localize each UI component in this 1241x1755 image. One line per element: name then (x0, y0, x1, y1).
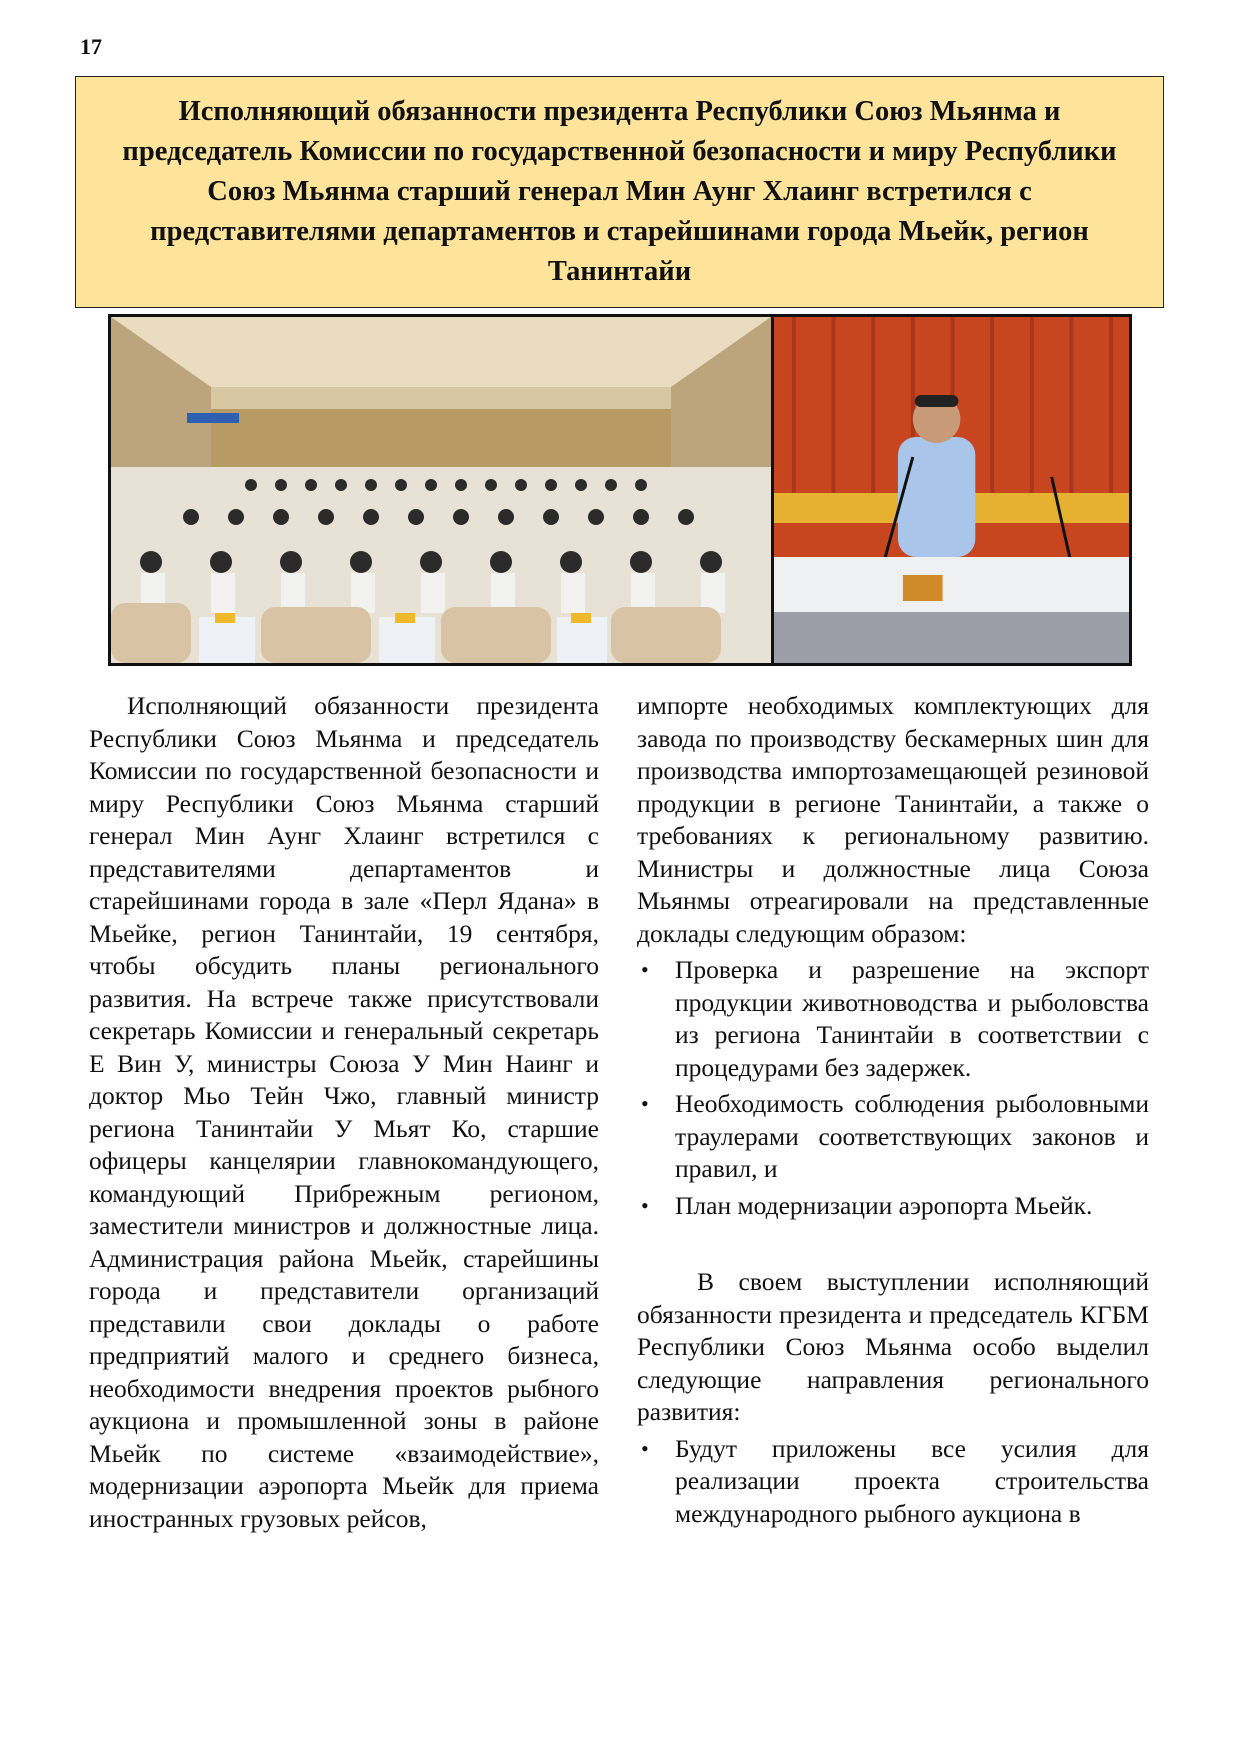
right-paragraph-1: импорте необходимых комплектующих для завода по производству бескамерных шин для производства импортозамещающей резиновой продукции в регионе Танинтайи, а также о требованиях к региональному развитию. Министры и должностные лица Союза Мьянмы отреагировали на представленные доклады следующим образом: (637, 691, 1149, 948)
speaker-at-podium-photo-icon (774, 317, 1129, 663)
left-paragraph: Исполняющий обязанности президента Республики Союз Мьянма и председатель Комиссии по государственной безопасности и миру Республики Союз Мьянма старший генерал Мин Аунг Хлаинг встретился с представителями департаментов и старейшинами города в зале «Перл Ядана» в Мьейке, регион Танинтайи, 19 сентября, чтобы обсудить планы регионального развития. На встрече также присутствовали секретарь Комиссии и генеральный секретарь Е Вин У, министры Союза У Мин Наинг и доктор Мьо Тейн Чжо, главный министр региона Танинтайи У Мьят Ко, старшие офицеры канцелярии главнокомандующего, командующий Прибрежным регионом, заместители министров и должностные лица. Администрация района Мьейк, старейшины города и представители организаций представили свои доклады о работе предприятий малого и среднего бизнеса, необходимости внедрения проектов рыбного аукциона и промышленной зоны в районе Мьейк по системе «взаимодействие», модернизации аэропорта Мьейк для приема иностранных грузовых рейсов, (89, 691, 599, 1533)
list-item: • Будут приложены все усилия для реализации проекта строительства международного рыбного аукциона в (637, 1433, 1149, 1531)
list-item: • Необходимость соблюдения рыболовными траулерами соответствующих законов и правил, и (637, 1088, 1149, 1186)
headline: Исполняющий обязанности президента Республики Союз Мьянма и председатель Комиссии по государственной безопасности и миру Республики Союз Мьянма старший генерал Мин Аунг Хлаинг встретился с представителями департаментов и старейшинами города Мьейк, регион Танинтайи (122, 96, 1117, 287)
speaker-photo (774, 317, 1129, 663)
list-item: • Проверка и разрешение на экспорт продукции животноводства и рыболовства из региона Танинтайи в соответствии с процедурами без задержек. (637, 954, 1149, 1084)
bullet-list-2 (637, 1433, 1149, 1531)
meeting-hall-photo-icon (111, 317, 771, 663)
page-number: 17 (80, 34, 102, 59)
photo-strip (108, 314, 1132, 666)
list-item: • План модернизации аэропорта Мьейк. (637, 1190, 1149, 1223)
left-column (89, 690, 599, 1535)
right-paragraph-2: В своем выступлении исполняющий обязанности президента и председатель КГБМ Республики Союз Мьянма особо выделил следующие направления регионального развития: (637, 1267, 1149, 1426)
meeting-hall-photo (111, 317, 771, 663)
bullet-list-1 (637, 954, 1149, 1222)
headline-box (75, 76, 1164, 308)
right-column (637, 690, 1149, 1534)
